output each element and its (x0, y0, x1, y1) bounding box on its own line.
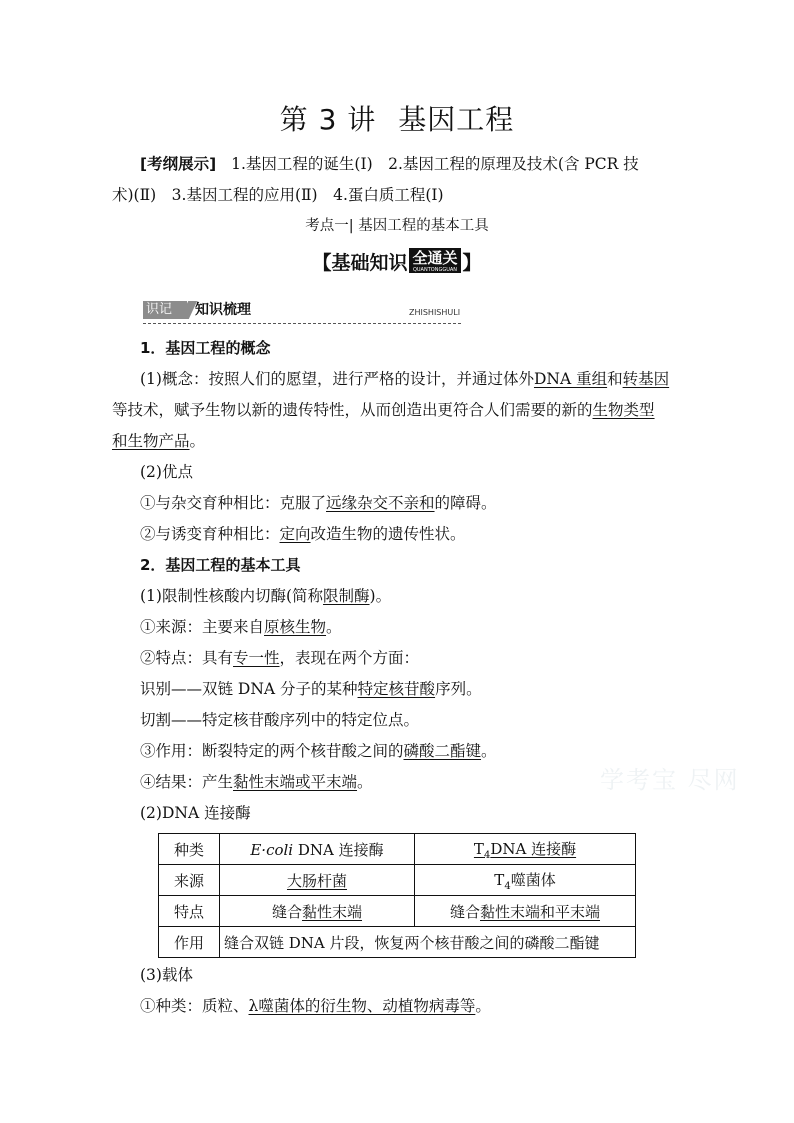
table-row (159, 896, 636, 927)
banner-heading: 【基础知识 全通关 QUANTONGGUAN 】 (312, 249, 482, 274)
enzyme-line-1: (1)限制性核酸内切酶(简称限制酶)。 (140, 587, 392, 605)
ligase-table (158, 833, 636, 958)
vector-heading: (3)载体 (140, 966, 193, 984)
concept-line-2: 等技术，赋予生物以新的遗传特性，从而创造出更符合人们需要的新的生物类型 (112, 401, 655, 419)
table-row (159, 927, 636, 958)
section-pinyin: ZHISHISHULI (409, 308, 461, 317)
table-cell: 大肠杆菌 (220, 865, 415, 896)
enzyme-line-2: ①来源：主要来自原核生物。 (140, 618, 342, 636)
outline-label: [考纲展示] (140, 155, 217, 173)
concept-line-3: 和生物产品。 (112, 432, 206, 450)
vector-line-1: ①种类：质粒、λ噬菌体的衍生物、动植物病毒等。 (140, 997, 491, 1015)
table-cell: 种类 (159, 834, 220, 865)
section-header (143, 299, 461, 324)
table-row (159, 834, 636, 865)
table-cell: 缝合双链 DNA 片段，恢复两个核苷酸之间的磷酸二酯键 (220, 927, 636, 958)
table-cell: 缝合黏性末端和平末端 (415, 896, 636, 927)
enzyme-line-6: ③作用：断裂特定的两个核苷酸之间的磷酸二酯键。 (140, 742, 497, 760)
banner-badge: 全通关 QUANTONGGUAN (409, 248, 460, 273)
heading-2: 2．基因工程的基本工具 (140, 556, 301, 574)
table-cell: 来源 (159, 865, 220, 896)
enzyme-line-5: 切割——特定核苷酸序列中的特定位点。 (140, 711, 420, 729)
section-tag: 识记 (143, 301, 187, 319)
table-cell: 缝合黏性末端 (220, 896, 415, 927)
advantage-1: ①与杂交育种相比：克服了远缘杂交不亲和的障碍。 (140, 494, 497, 512)
enzyme-line-4: 识别——双链 DNA 分子的某种特定核苷酸序列。 (140, 680, 482, 698)
section-label: 知识梳理 (195, 302, 251, 318)
lecture-number: 第 3 讲 (279, 103, 377, 136)
page-title (0, 98, 794, 138)
table-cell: $T_4$噬菌体 (415, 865, 636, 896)
table-row (159, 865, 636, 896)
advantages-heading: (2)优点 (140, 463, 193, 481)
enzyme-line-7: ④结果：产生黏性末端或平末端。 (140, 773, 373, 791)
lecture-topic: 基因工程 (398, 103, 515, 136)
topic-heading: 考点一| 基因工程的基本工具 (305, 218, 489, 234)
table-cell: E·coli DNA 连接酶 (220, 834, 415, 865)
watermark: 学考宝 尽网 (600, 766, 740, 794)
heading-1: 1．基因工程的概念 (140, 339, 271, 357)
advantage-2: ②与诱变育种相比：定向改造生物的遗传性状。 (140, 525, 466, 543)
enzyme-line-3: ②特点：具有专一性，表现在两个方面： (140, 649, 420, 667)
outline-line-2: 术)(Ⅱ) 3.基因工程的应用(Ⅱ) 4.蛋白质工程(Ⅰ) (112, 186, 444, 204)
concept-line-1: (1)概念：按照人们的愿望，进行严格的设计，并通过体外DNA 重组和转基因 (140, 370, 670, 388)
ligase-heading: (2)DNA 连接酶 (140, 804, 251, 822)
table-cell: 特点 (159, 896, 220, 927)
table-cell: $T_4DNA$ 连接酶 (415, 834, 636, 865)
outline-line-1: [考纲展示] 1.基因工程的诞生(Ⅰ) 2.基因工程的原理及技术(含 PCR 技 (140, 155, 639, 173)
table-cell: 作用 (159, 927, 220, 958)
